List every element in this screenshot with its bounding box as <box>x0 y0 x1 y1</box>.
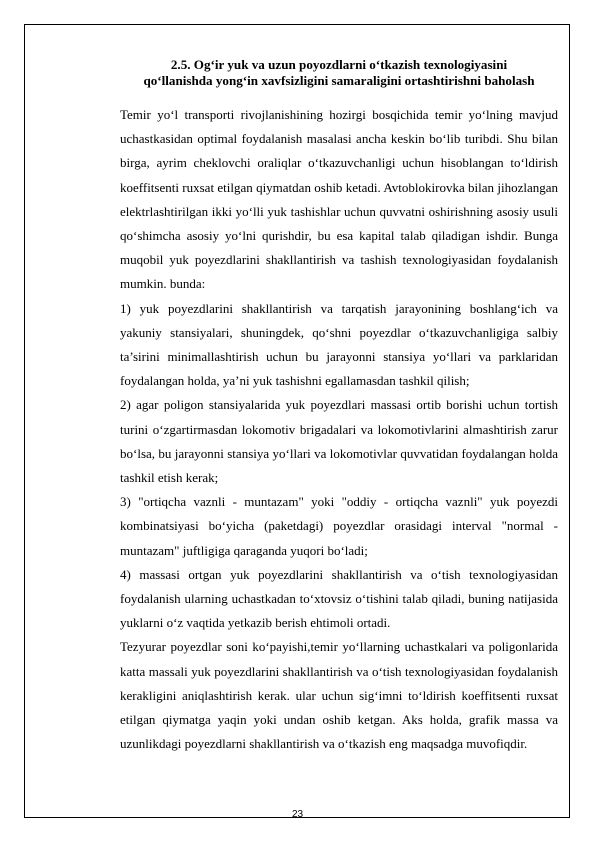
section-heading-line-1: 2.5. Og‘ir yuk va uzun poyozdlarni o‘tkazish texnologiyasini <box>170 57 508 72</box>
section-heading <box>110 57 568 88</box>
paragraph-item-4: 4) massasi ortgan yuk poyezdlarini shakllantirish va o‘tish texnologiyasidan foydalanish ularning uchastkadan to‘xtovsiz o‘tishini talab qiladi, buning natijasida yuklarni o‘z vaqtida yetkazib berish ehtimoli ortadi. <box>120 566 558 631</box>
paragraph-intro: Temir yo‘l transporti rivojlanishining hozirgi bosqichida temir yo‘lning mavjud uchastkasidan optimal foydalanish masalasi ancha keskin bo‘lib turibdi. Shu bilan birga, ayrim cheklovchi oraliqlar o‘tkazuvchanligi uchun hisoblangan to‘ldirish koeffitsenti ruxsat etilgan qiymatdan oshib ketadi. Avtoblokirovka bilan jihozlangan elektrlashtirilgan ikki yo‘lli yuk tashishlar uchun quvvatni oshirishning asosiy usuli qo‘shimcha asosiy yo‘lni qurishdir, bu esa kapital talab qiladigan ishdir. Bunga muqobil yuk poyezdlarini shakllantirish va tashish texnologiyasidan foydalanish mumkin. bunda: <box>120 107 558 292</box>
section-heading-line-2: qo‘llanishda yong‘in xavfsizligini samaraligini ortashtirishni baholash <box>143 72 535 88</box>
paragraph-conclusion: Tezyurar poyezdlar soni ko‘payishi,temir yo‘llarning uchastkalari va poligonlarida katta massali yuk poyezdlarini shakllantirish va o‘tish texnologiyasidan foydalanish kerakligini aniqlashtirish kerak. ular uchun sig‘imni to‘ldirish koeffitsenti ruxsat etilgan qiymatga yaqin yoki undan oshib ketgan. Aks holda, grafik massa va uzunlikdagi poyezdlarni shakllantirish va o‘tkazish eng maqsadga muvofiqdir. <box>120 639 558 752</box>
body-text <box>120 103 558 756</box>
page-content <box>120 57 558 756</box>
paragraph-item-3: 3) "ortiqcha vaznli - muntazam" yoki "oddiy - ortiqcha vaznli" yuk poyezdi kombinatsiyasi bo‘yicha (paketdagi) poyezdlar orasidagi interval "normal - muntazam" juftligiga qaraganda yuqori bo‘ladi; <box>120 494 558 558</box>
paragraph-item-1: 1) yuk poyezdlarini shakllantirish va tarqatish jarayonining boshlang‘ich va yakuniy stansiyalari, shuningdek, qo‘shni poyezdlar o‘tkazuvchanligiga salbiy ta’sirini minimallashtirish uchun bu jarayonni stansiya yo‘llari va parklaridan foydalangan holda, ya’ni yuk tashishni egallamasdan tashkil qilish; <box>120 300 558 389</box>
page-number: 23 <box>291 809 304 820</box>
paragraph-item-2: 2) agar poligon stansiyalarida yuk poyezdlari massasi ortib borishi uchun tortish turini o‘zgartirmasdan lokomotiv brigadalari va lokomotivlarini almashtirish zarur bo‘lsa, bu jarayonni stansiya yo‘llari va lokomotivlar quvvatidan foydalangan holda tashkil etish kerak; <box>120 397 558 486</box>
